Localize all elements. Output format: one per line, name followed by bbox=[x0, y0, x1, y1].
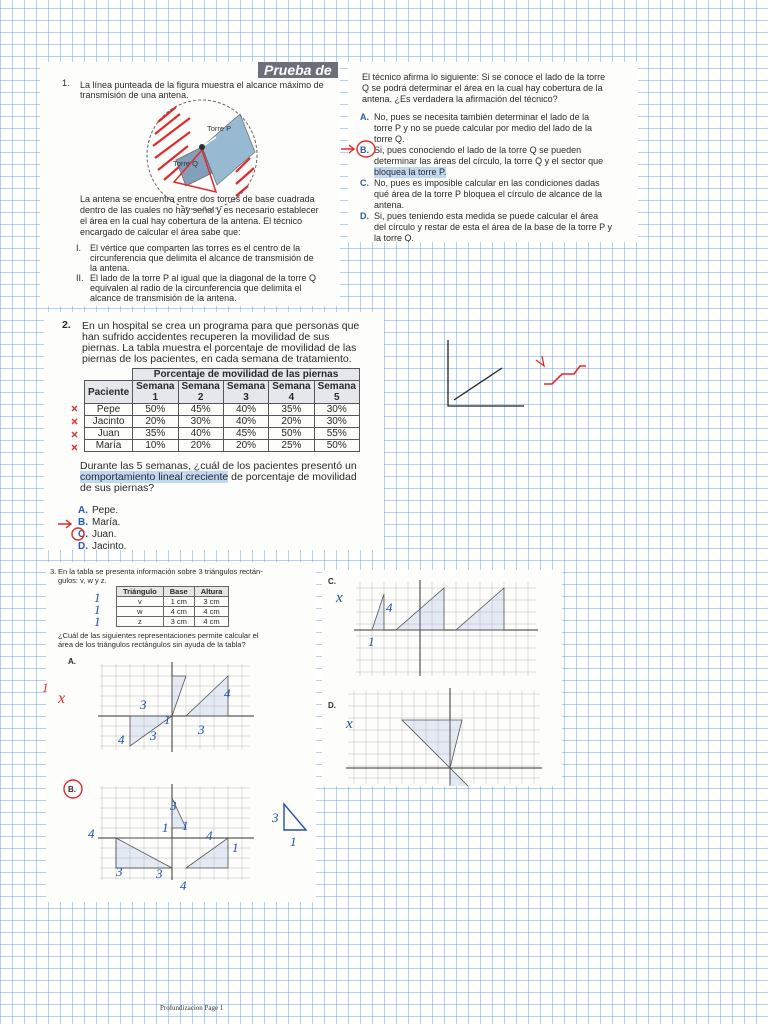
option-d-label[interactable]: D. bbox=[328, 701, 336, 710]
table-row: Jacinto 20% 30% 40% 20% 30% bbox=[85, 416, 360, 428]
col-week: Semana 3 bbox=[223, 381, 268, 404]
answer-c-circle-mark bbox=[56, 520, 96, 540]
handwritten-number: 3 bbox=[170, 798, 177, 813]
handwritten-number: 1 bbox=[232, 840, 239, 855]
option-c-graph bbox=[350, 578, 540, 678]
table-row: z 3 cm 4 cm bbox=[117, 617, 229, 627]
question-stem-line: La línea punteada de la figura muestra el alcance máximo de bbox=[80, 80, 324, 90]
handwritten-number: 3 bbox=[272, 810, 279, 825]
handwritten-x-mark: x bbox=[336, 590, 343, 606]
table-row: v 1 cm 3 cm bbox=[117, 597, 229, 607]
question-stem-line: han sufrido accidentes recuperen la movilidad de sus bbox=[82, 331, 330, 343]
question-stem-line: piernas de los pacientes, en cada semana de tratamiento. bbox=[82, 353, 352, 365]
option-text: Jacinto. bbox=[92, 541, 127, 550]
question-2-clipping bbox=[44, 312, 384, 550]
handwritten-number: 1 bbox=[94, 614, 101, 629]
option-letter[interactable]: B. bbox=[360, 145, 369, 155]
table-row: María 10% 20% 20% 25% 50% bbox=[85, 440, 360, 452]
question-stem-line: gulos: v, w y z. bbox=[58, 576, 107, 585]
option-c-label[interactable]: C. bbox=[328, 577, 336, 586]
handwritten-number: 4 bbox=[386, 600, 393, 615]
context-line: La antena se encuentra entre dos torres de base cuadrada bbox=[80, 194, 315, 204]
handwritten-x-mark: x bbox=[58, 690, 66, 707]
row-x-marks bbox=[70, 404, 90, 454]
answer-b-circle-mark bbox=[340, 140, 380, 160]
question-stem-line: piernas. La tabla muestra el porcentaje de movilidad de las bbox=[82, 342, 357, 354]
page-footer: Profundizacion Page 1 bbox=[160, 1004, 224, 1012]
fact-line: equivalen al radio de la circunferencia que delimita el bbox=[90, 283, 302, 293]
context-line: el área en la cual hay cobertura de la antena. El técnico bbox=[80, 216, 303, 226]
option-letter[interactable]: D. bbox=[78, 541, 88, 550]
option-letter[interactable]: A. bbox=[360, 112, 369, 122]
option-line: No, pues es imposible calcular en las condiciones dadas bbox=[374, 178, 600, 188]
context-line: encargado de calcular el área sabe que: bbox=[80, 227, 241, 237]
fact-number: I. bbox=[76, 243, 82, 253]
question-line: área de los triángulos rectángulos sin ayuda de la tabla? bbox=[58, 640, 246, 649]
question-stem-line: transmisión de una antena. bbox=[80, 90, 189, 100]
question-stem-line: En un hospital se crea un programa para que personas que bbox=[82, 320, 360, 332]
handwritten-number: 1 bbox=[94, 602, 101, 617]
fact-line: la antena. bbox=[90, 263, 130, 273]
option-line: del círculo y restar de esta el área de la base de la torre P y bbox=[374, 222, 612, 232]
fact-number: II. bbox=[76, 273, 84, 283]
option-letter[interactable]: D. bbox=[360, 211, 369, 221]
answer-b-circle-mark bbox=[62, 778, 84, 800]
option-b-label[interactable]: B. bbox=[68, 785, 76, 794]
handwritten-number: 1 bbox=[94, 590, 101, 605]
tower-q-label: Torre Q bbox=[173, 159, 199, 168]
question-number: 3. bbox=[50, 567, 57, 576]
option-line: qué área de la torre P bloquea el círculo de alcance de la bbox=[374, 189, 602, 199]
fact-line: El vértice que comparten las torres es el centro de la bbox=[90, 243, 301, 253]
table-row: Juan 35% 40% 45% 50% 55% bbox=[85, 428, 360, 440]
handwritten-number: 1 bbox=[162, 820, 169, 835]
option-line: torre P y no se puede calcular por medio del lado de la bbox=[374, 123, 592, 133]
mobility-table bbox=[84, 368, 360, 452]
tower-p-label: Torre P bbox=[207, 124, 232, 133]
question-line: Durante las 5 semanas, ¿cuál de los pacientes presentó un bbox=[80, 460, 357, 472]
claim-line: El técnico afirma lo siguiente: Si se conoce el lado de la torre bbox=[362, 72, 606, 82]
handwritten-number: 3 bbox=[116, 864, 123, 879]
col-week: Semana 5 bbox=[314, 381, 359, 404]
handwritten-number: 3 bbox=[140, 697, 147, 712]
question-number: 2. bbox=[62, 319, 71, 331]
handwritten-number: 4 bbox=[180, 878, 187, 893]
option-line: Si, pues conociendo el lado de la torre Q se pueden bbox=[374, 145, 582, 155]
handwritten-number: 4 bbox=[224, 686, 231, 701]
handwritten-x-mark: x bbox=[346, 716, 353, 732]
option-letter[interactable]: A. bbox=[78, 505, 88, 516]
col-week: Semana 1 bbox=[133, 381, 178, 404]
option-a-graph bbox=[90, 660, 260, 756]
table-row: w 4 cm 4 cm bbox=[117, 607, 229, 617]
option-line: la torre Q. bbox=[374, 233, 415, 242]
question-line: de sus piernas? bbox=[80, 482, 155, 494]
option-letter[interactable]: B. bbox=[78, 517, 88, 528]
table-caption: Porcentaje de movilidad de las piernas bbox=[133, 369, 360, 381]
option-text: María. bbox=[92, 517, 121, 528]
claim-line: Q se podrá determinar el área en la cual hay cobertura de la bbox=[362, 83, 603, 93]
option-letter[interactable]: C. bbox=[78, 529, 88, 540]
option-line: antena. bbox=[374, 200, 405, 210]
handwritten-number: 4 bbox=[88, 826, 95, 841]
fact-line: alcance de transmisión de la antena. bbox=[90, 293, 237, 303]
highlighted-phrase: comportamiento lineal creciente bbox=[80, 471, 229, 483]
context-line: dentro de las cuales no hay señal y es necesario establecer bbox=[80, 205, 319, 215]
triangle-table: Triángulo Base Altura v 1 cm 3 cm w 4 cm 4 cm z 3 cm 4 cm bbox=[116, 586, 229, 627]
col-week: Semana 4 bbox=[269, 381, 314, 404]
option-line: torre Q. bbox=[374, 134, 405, 144]
question-line: comportamiento lineal creciente de porcentaje de movilidad bbox=[80, 471, 357, 483]
col-week: Semana 2 bbox=[178, 381, 223, 404]
handwritten-number: 4 bbox=[206, 828, 213, 843]
fact-line: El lado de la torre P al igual que la diagonal de la torre Q bbox=[90, 273, 316, 283]
handwritten-number: 1 bbox=[290, 834, 297, 849]
option-d-graph bbox=[344, 686, 544, 786]
handwritten-number: 3 bbox=[150, 728, 157, 743]
option-line: No, pues se necesita también determinar el lado de la bbox=[374, 112, 590, 122]
question-1-options-clipping bbox=[348, 62, 638, 242]
handwritten-number: 1 bbox=[182, 818, 189, 833]
linear-sketch bbox=[444, 336, 644, 416]
option-line: determinar las áreas del círculo, la torre Q y el sector que bbox=[374, 156, 604, 166]
handwritten-number: 1 bbox=[164, 712, 171, 727]
option-a-label[interactable]: A. bbox=[68, 657, 76, 666]
fact-line: circunferencia que delimita el alcance de transmisión de bbox=[90, 253, 314, 263]
handwritten-number: 3 bbox=[198, 722, 205, 737]
question-3-options-clipping bbox=[322, 570, 562, 786]
question-3-clipping bbox=[46, 562, 316, 902]
handwritten-number: 1 bbox=[368, 634, 375, 649]
question-stem-line: En la tabla se presenta información sobre 3 triángulos rectán- bbox=[58, 567, 263, 576]
question-line: ¿Cuál de las siguientes representaciones permite calcular el bbox=[58, 631, 259, 640]
option-line: Si, pues teniendo esta medida se puede calcular el área bbox=[374, 211, 599, 221]
option-text: Juan. bbox=[92, 529, 117, 540]
claim-line: antena. ¿Es verdadera la afirmación del técnico? bbox=[362, 94, 558, 104]
table-row: Pepe 50% 45% 40% 35% 30% bbox=[85, 404, 360, 416]
question-1-clipping bbox=[40, 62, 340, 306]
handwritten-number: 4 bbox=[118, 732, 125, 747]
test-title-banner: Prueba de bbox=[258, 62, 338, 78]
option-text: Pepe. bbox=[92, 505, 119, 516]
handwritten-mark: 1 bbox=[42, 680, 49, 695]
option-letter[interactable]: C. bbox=[360, 178, 369, 188]
option-line: bloquea la torre P. bbox=[374, 167, 447, 177]
question-number: 1. bbox=[62, 78, 70, 88]
handwritten-number: 3 bbox=[156, 866, 163, 881]
col-patient: Paciente bbox=[85, 381, 133, 404]
